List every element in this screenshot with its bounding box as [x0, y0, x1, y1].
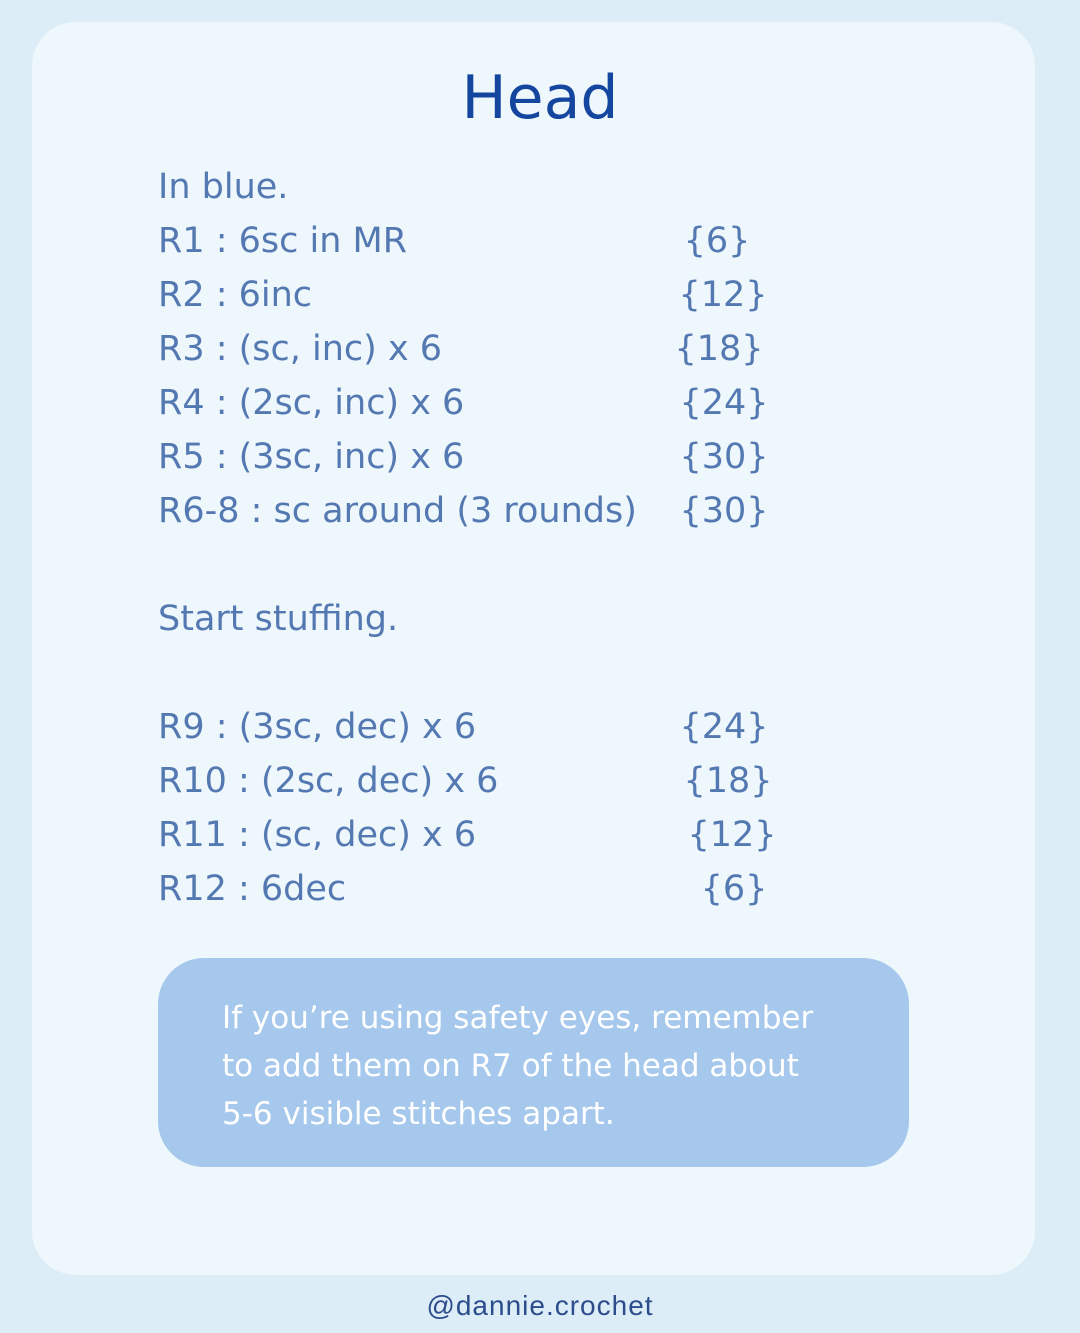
round-row — [158, 759, 778, 803]
round-row — [158, 435, 778, 479]
stitch-count: {18} — [674, 329, 764, 369]
round-instruction: R9 : (3sc, dec) x 6 — [158, 707, 477, 747]
page-title: Head — [461, 63, 619, 133]
tip-line: If you’re using safety eyes, remember — [222, 1000, 814, 1036]
stitch-count: {30} — [679, 437, 769, 477]
round-instruction: R1 : 6sc in MR — [158, 221, 408, 261]
stitch-count: {6} — [683, 221, 751, 261]
stuffing-note: Start stuffing. — [158, 599, 399, 639]
round-row — [158, 489, 778, 533]
stitch-count: {18} — [683, 761, 773, 801]
round-row — [158, 705, 778, 749]
safety-eyes-tip-box — [158, 958, 909, 1167]
round-instruction: R5 : (3sc, inc) x 6 — [158, 437, 465, 477]
round-row — [158, 867, 778, 911]
round-row — [158, 813, 778, 857]
round-instruction: R2 : 6inc — [158, 275, 313, 315]
stitch-count: {12} — [678, 275, 768, 315]
tip-text — [222, 994, 862, 1138]
stitch-count: {30} — [679, 491, 769, 531]
round-row — [158, 327, 778, 371]
round-instruction: R6-8 : sc around (3 rounds) — [158, 491, 637, 531]
round-instruction: R3 : (sc, inc) x 6 — [158, 329, 443, 369]
stitch-count: {12} — [687, 815, 777, 855]
stitch-count: {24} — [679, 707, 769, 747]
round-instruction: R12 : 6dec — [158, 869, 347, 909]
stitch-count: {24} — [679, 383, 769, 423]
tip-line: to add them on R7 of the head about — [222, 1048, 799, 1084]
round-row — [158, 381, 778, 425]
round-instruction: R4 : (2sc, inc) x 6 — [158, 383, 465, 423]
tip-line: 5-6 visible stitches apart. — [222, 1096, 615, 1132]
intro-text: In blue. — [158, 167, 289, 207]
round-row — [158, 273, 778, 317]
stitch-count: {6} — [700, 869, 768, 909]
author-handle: @dannie.crochet — [426, 1290, 654, 1321]
round-row — [158, 219, 778, 263]
round-instruction: R11 : (sc, dec) x 6 — [158, 815, 477, 855]
round-instruction: R10 : (2sc, dec) x 6 — [158, 761, 499, 801]
